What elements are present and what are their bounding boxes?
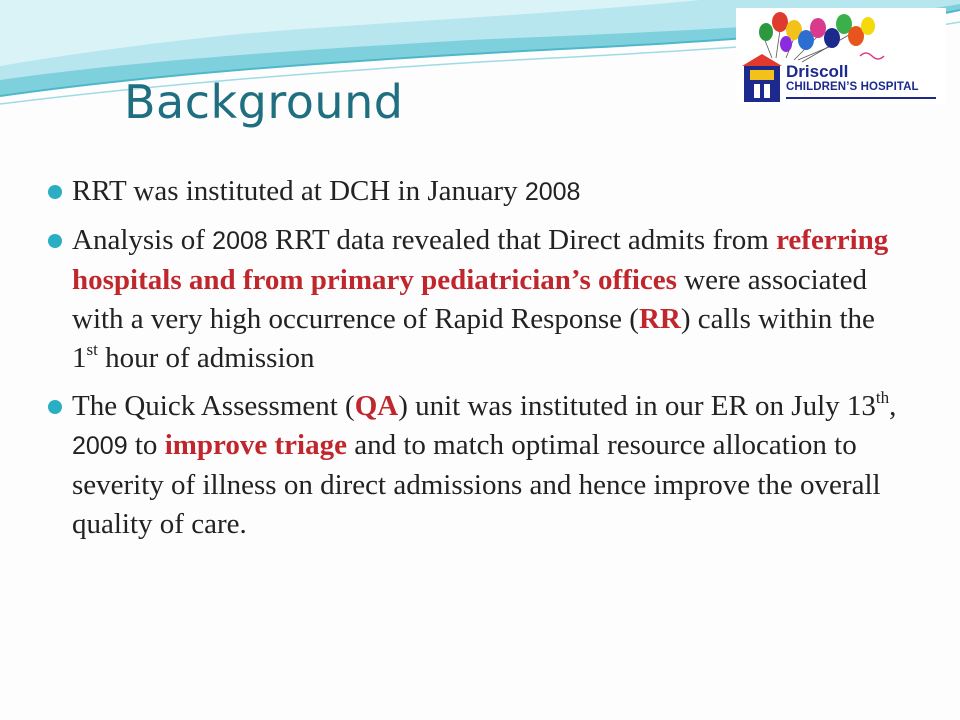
slide-title: Background xyxy=(124,75,404,129)
bullet-marker xyxy=(48,234,62,248)
text: ) unit was instituted in our ER on July 13 xyxy=(398,390,876,422)
bullet-list xyxy=(46,172,906,553)
bullet-analysis xyxy=(46,221,906,378)
text: The Quick Assessment ( xyxy=(72,390,355,422)
logo-underline xyxy=(786,97,936,99)
text: , xyxy=(889,390,897,422)
highlight: improve triage xyxy=(164,429,347,461)
text: to xyxy=(127,429,165,461)
driscoll-logo xyxy=(736,8,946,104)
year: 2008 xyxy=(524,178,581,206)
bullet-marker xyxy=(48,185,62,199)
year: 2009 xyxy=(72,432,128,460)
superscript: th xyxy=(875,388,890,407)
text: ) calls within the 1 xyxy=(72,303,875,374)
year: 2008 xyxy=(212,227,268,255)
superscript: st xyxy=(86,340,98,359)
text: RRT data revealed that Direct admits from xyxy=(267,224,777,256)
logo-name: Driscoll xyxy=(786,62,849,81)
highlight: referring hospitals and from primary pediatrician’s offices xyxy=(72,224,889,296)
text: were associated with a very high occurrence of Rapid Response ( xyxy=(72,264,867,335)
highlight: QA xyxy=(354,390,399,422)
highlight: RR xyxy=(638,303,681,335)
text: Analysis of xyxy=(72,224,213,256)
bullet-marker xyxy=(48,400,62,414)
bullet-rrt-instituted xyxy=(46,172,906,212)
text: RRT was instituted at DCH in January xyxy=(72,175,525,207)
logo-subtitle: CHILDREN’S HOSPITAL xyxy=(786,81,919,93)
bullet-qa-unit xyxy=(46,387,906,544)
text: and to match optimal resource allocation to severity of illness on direct admissions and hence improve the overall quality of care. xyxy=(72,429,881,540)
text: hour of admission xyxy=(97,342,315,374)
